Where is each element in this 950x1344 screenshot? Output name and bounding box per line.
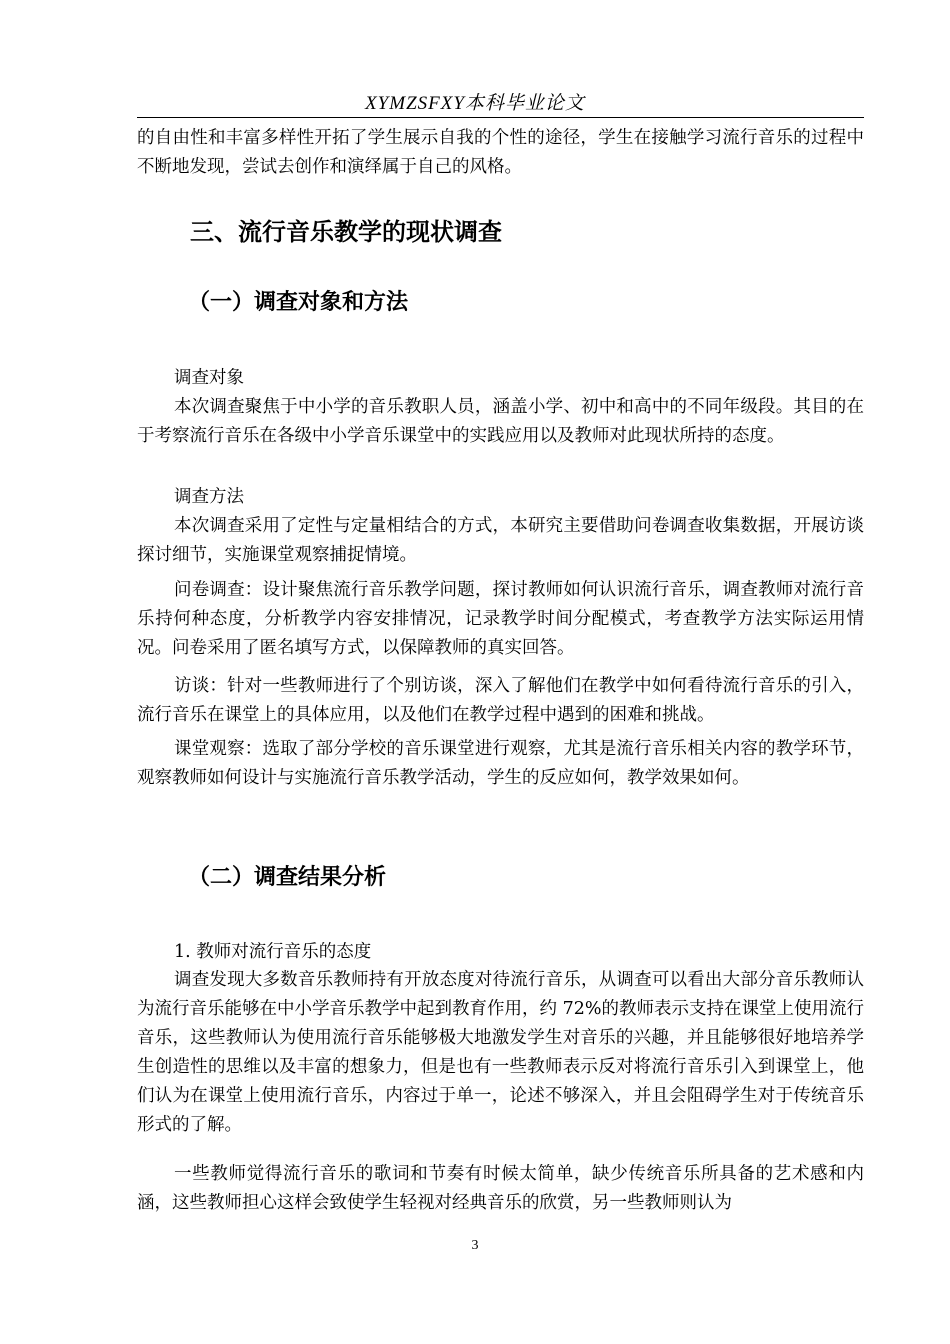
section-heading: 三、流行音乐教学的现状调查 [190, 218, 502, 246]
header-rule [137, 117, 864, 118]
paragraph-teacher-attitude: 调查发现大多数音乐教师持有开放态度对待流行音乐，从调查可以看出大部分音乐教师认为流行音乐能够在中小学音乐教学中起到教育作用，约 72%的教师表示支持在课堂上使用流行音乐，这些教师认为使用流行音乐能够极大地激发学生对音乐的兴趣，并且能够很好地培养学生创造性的思维以及丰富的想象力，但是也有一些教师表示反对将流行音乐引入到课堂上，他们认为在课堂上使用流行音乐，内容过于单一，论述不够深入，并且会阻碍学生对于传统音乐形式的了解。 [137, 970, 864, 1135]
paragraph-interview: 访谈：针对一些教师进行了个别访谈，深入了解他们在教学中如何看待流行音乐的引入，流行音乐在课堂上的具体应用，以及他们在教学过程中遇到的困难和挑战。 [137, 676, 864, 725]
paragraph-observation: 课堂观察：选取了部分学校的音乐课堂进行观察，尤其是流行音乐相关内容的教学环节，观察教师如何设计与实施流行音乐教学活动，学生的反应如何，教学效果如何。 [137, 739, 864, 788]
subsection-heading-methods: （一）调查对象和方法 [188, 290, 409, 315]
page-number: 3 [471, 1238, 479, 1253]
label-survey-subjects: 调查对象 [174, 368, 244, 388]
paragraph-intro: 的自由性和丰富多样性开拓了学生展示自我的个性的途径，学生在接触学习流行音乐的过程中不断地发现，尝试去创作和演绎属于自己的风格。 [137, 128, 864, 177]
paragraph-teacher-concern: 一些教师觉得流行音乐的歌词和节奏有时候太简单，缺少传统音乐所具备的艺术感和内涵，这些教师担心这样会致使学生轻视对经典音乐的欣赏，另一些教师则认为 [137, 1164, 864, 1213]
running-header: XYMZSFXY本科毕业论文 [365, 93, 585, 114]
label-survey-method: 调查方法 [174, 487, 244, 507]
paragraph-survey-subjects: 本次调查聚焦于中小学的音乐教职人员，涵盖小学、初中和高中的不同年级段。其目的在于考察流行音乐在各级中小学音乐课堂中的实践应用以及教师对此现状所持的态度。 [137, 397, 864, 446]
paragraph-survey-method: 本次调查采用了定性与定量相结合的方式，本研究主要借助问卷调查收集数据，开展访谈探讨细节，实施课堂观察捕捉情境。 [137, 516, 864, 565]
label-teacher-attitude: 1. 教师对流行音乐的态度 [174, 942, 372, 962]
paragraph-questionnaire: 问卷调查：设计聚焦流行音乐教学问题，探讨教师如何认识流行音乐，调查教师对流行音乐持何种态度，分析教学内容安排情况，记录教学时间分配模式，考查教学方法实际运用情况。问卷采用了匿名填写方式，以保障教师的真实回答。 [137, 580, 864, 658]
subsection-heading-results: （二）调查结果分析 [188, 865, 387, 890]
